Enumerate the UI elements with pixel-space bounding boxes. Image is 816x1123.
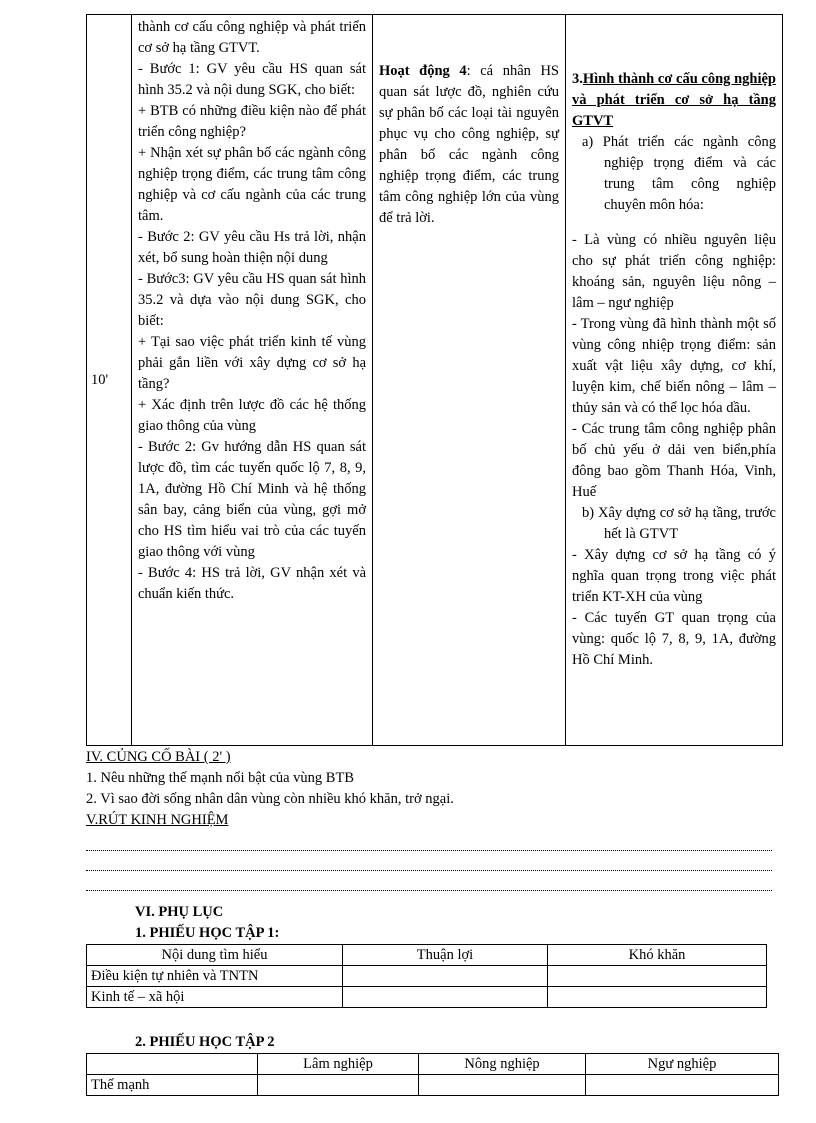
teacher-step: thành cơ cấu công nghiệp và phát triển cơ sở hạ tầng GTVT. [138, 19, 366, 56]
content-item: - Các tuyến GT quan trọng của vùng: quốc lộ 7, 8, 9, 1A, đường Hồ Chí Minh. [572, 610, 776, 668]
sheet2-row-label: Thế mạnh [87, 1075, 258, 1096]
section6-title: VI. PHỤ LỤC [135, 904, 224, 920]
time-cell [87, 15, 132, 746]
content-item: - Trong vùng đã hình thành một số vùng công nhiệp trọng điểm: sản xuất vật liệu xây dựng, cơ khí, luyện kim, chế biến nông – lâm – thủy sản và có thể lọc hóa dầu. [572, 316, 776, 416]
activity-text: : cá nhân HS quan sát lược đồ, nghiên cứu sự phân bố các loại tài nguyên phục vụ cho công nghiệp, sự phân bố các ngành công nghiệp trọng điểm, các trung tâm công nghiệp lớn của vùng để trả lời. [379, 63, 559, 226]
section4-title: IV. CỦNG CỐ BÀI ( 2' ) [86, 749, 231, 765]
lesson-table [86, 14, 783, 746]
table-row [87, 945, 767, 966]
activity-label: Hoạt động 4 [379, 63, 467, 79]
table-cell[interactable] [586, 1075, 779, 1096]
table-row [87, 987, 767, 1008]
teacher-activity-cell [132, 15, 373, 746]
section4-item-2: 2. Vì sao đời sống nhân dân vùng còn nhiều khó khăn, trở ngại. [86, 791, 454, 807]
time-value: 10' [91, 371, 109, 388]
sheet2-header-blank [87, 1054, 258, 1075]
sheet2-header-fishery: Ngư nghiệp [586, 1054, 779, 1075]
teacher-step: + BTB có những điều kiện nào để phát triển công nghiệp? [138, 103, 366, 140]
sheet1-title: 1. PHIẾU HỌC TẬP 1: [135, 925, 280, 941]
sheet2-header-forestry: Lâm nghiệp [258, 1054, 419, 1075]
teacher-step: - Bước 4: HS trả lời, GV nhận xét và chuẩn kiến thức. [138, 565, 366, 602]
content-item: - Các trung tâm công nghiệp phân bố chủ yếu ở dải ven biển,phía đông bao gồm Thanh Hóa, Vinh, Huế [572, 421, 776, 500]
section4-item-1: 1. Nêu những thế mạnh nổi bật của vùng BTB [86, 770, 355, 786]
student-activity [373, 15, 565, 229]
section5-title: V.RÚT KINH NGHIỆM [86, 812, 229, 828]
teacher-step: + Nhận xét sự phân bố các ngành công nghiệp trọng điểm, các trung tâm công nghiệp và cơ cấu ngành của các trung tâm. [138, 145, 366, 224]
content-items-b [572, 545, 776, 671]
sheet1-header-content: Nội dung tìm hiểu [87, 945, 343, 966]
table-cell[interactable] [548, 987, 767, 1008]
sheet1-row-label: Kinh tế – xã hội [87, 987, 343, 1008]
content-item: - Xây dựng cơ sở hạ tầng có ý nghĩa quan trọng trong việc phát triển KT-XH của vùng [572, 547, 776, 605]
content-part-a: a) Phát triển các ngành công nghiệp trọng điểm và các trung tâm công nghiệp chuyên môn hóa: [582, 134, 776, 213]
content-part-b: b) Xây dựng cơ sở hạ tầng, trước hết là GTVT [582, 505, 776, 542]
teacher-step: - Bước 1: GV yêu cầu HS quan sát hình 35.2 và nội dung SGK, cho biết: [138, 61, 366, 98]
teacher-step: + Xác định trên lược đồ các hệ thống giao thông của vùng [138, 397, 366, 434]
content-heading: 3.Hình thành cơ cấu công nghiệp và phát triển cơ sở hạ tầng GTVT [572, 71, 776, 129]
table-row [87, 1054, 779, 1075]
sheet1-header-difficulties: Khó khăn [548, 945, 767, 966]
teacher-step: - Bước3: GV yêu cầu HS quan sát hình 35.2 và dựa vào nội dung SGK, cho biết: [138, 271, 366, 329]
table-cell[interactable] [419, 1075, 586, 1096]
teacher-step: - Bước 2: GV yêu cầu Hs trả lời, nhận xét, bổ sung hoàn thiện nội dung [138, 229, 366, 266]
table-row [87, 1075, 779, 1096]
table-row [87, 966, 767, 987]
table-cell[interactable] [343, 987, 548, 1008]
student-activity-cell [373, 15, 566, 746]
sheet1-table [86, 944, 767, 1008]
sheet2-header-agriculture: Nông nghiệp [419, 1054, 586, 1075]
content-item: - Là vùng có nhiều nguyên liệu cho sự phát triển công nghiệp: khoáng sản, nguyên liệu nông – lâm – ngư nghiệp [572, 232, 776, 311]
notes-line-1 [86, 850, 772, 851]
teacher-activity-list [132, 15, 372, 605]
notes-line-2 [86, 870, 772, 871]
table-cell[interactable] [548, 966, 767, 987]
table-cell[interactable] [343, 966, 548, 987]
table-cell[interactable] [258, 1075, 419, 1096]
sheet1-row-label: Điều kiện tự nhiên và TNTN [87, 966, 343, 987]
content-cell [566, 15, 783, 746]
content-items-a [572, 230, 776, 503]
sheet2-table [86, 1053, 779, 1096]
sheet2-title: 2. PHIẾU HỌC TẬP 2 [135, 1034, 275, 1050]
sheet1-header-advantages: Thuận lợi [343, 945, 548, 966]
notes-line-3 [86, 890, 772, 891]
teacher-step: - Bước 2: Gv hướng dẫn HS quan sát lược đồ, tìm các tuyến quốc lộ 7, 8, 9, 1A, đường Hồ Chí Minh và hệ thống sân bay, cảng biển của vùng, gợi mở cho HS tìm hiểu vai trò của các tuyến giao thông với vùng [138, 439, 366, 560]
teacher-step: + Tại sao việc phát triển kinh tế vùng phải gắn liền với xây dựng cơ sở hạ tầng? [138, 334, 366, 392]
